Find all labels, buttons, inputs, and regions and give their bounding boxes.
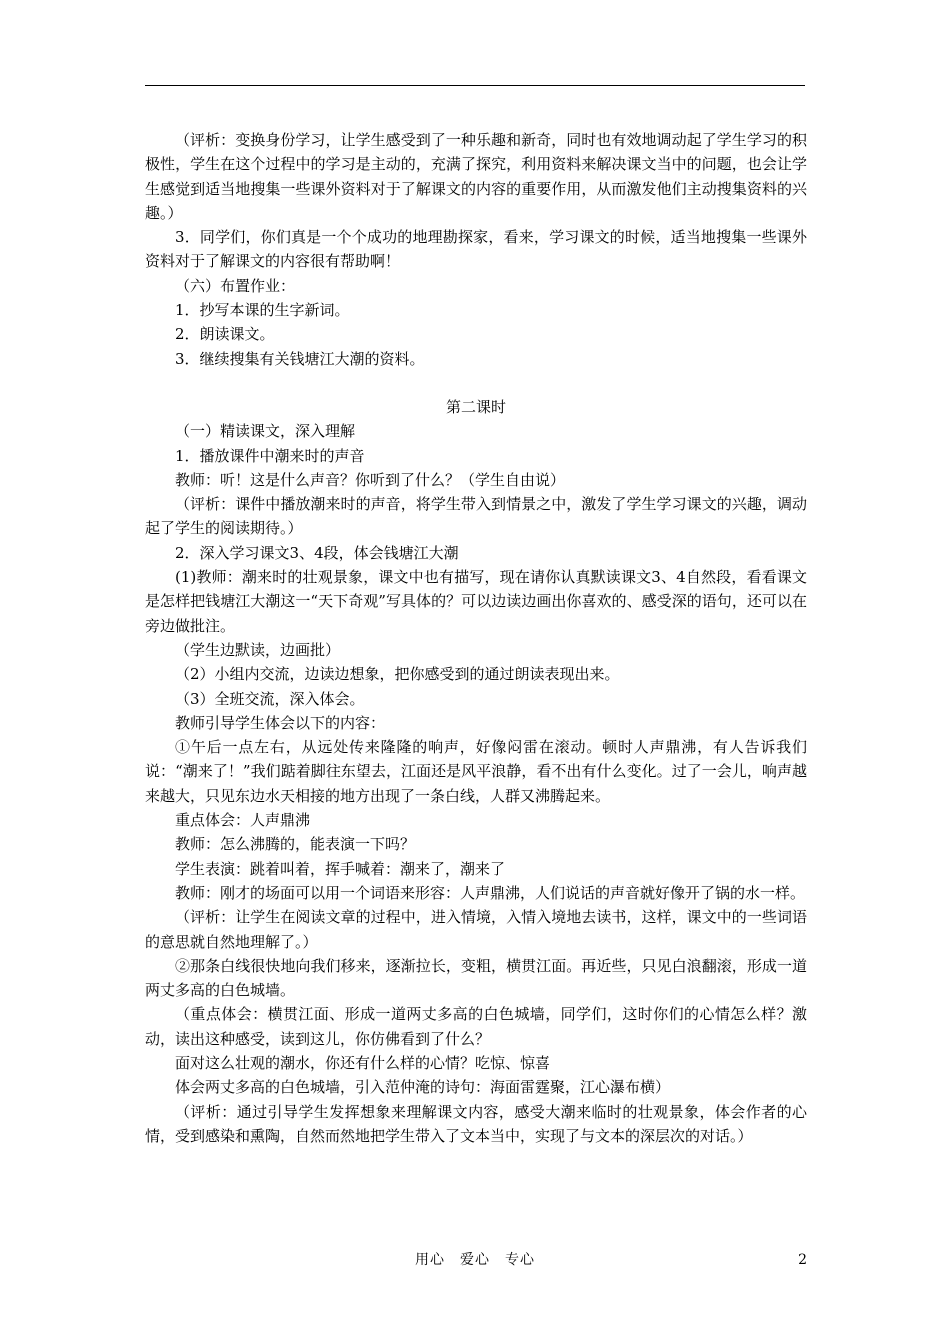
paragraph: （3）全班交流，深入体会。 — [175, 689, 365, 708]
header-rule — [145, 85, 805, 86]
section-gap — [145, 371, 807, 395]
paragraph: （学生边默读，边画批） — [175, 640, 341, 659]
paragraph: 学生表演：跳着叫着，挥手喊着：潮来了，潮来了 — [175, 859, 506, 878]
paragraph: （2）小组内交流，边读边想象，把你感受到的通过朗读表现出来。 — [175, 665, 620, 684]
paragraph: 1．抄写本课的生字新词。 — [175, 301, 350, 320]
paragraph: 1．播放课件中潮来时的声音 — [175, 446, 365, 465]
paragraph: (1)教师：潮来时的壮观景象，课文中也有描写，现在请你认真默读课文3、4自然段，看看课文是怎样把钱塘江大潮这一“天下奇观”写具体的？可以边读边画出你喜欢的、感受深的语句，还可以在旁边做批注。 — [145, 568, 807, 635]
paragraph: ①午后一点左右，从远处传来隆隆的响声，好像闷雷在滚动。顿时人声鼎沸，有人告诉我们说：“潮来了！”我们踮着脚往东望去，江面还是风平浪静，看不出有什么变化。过了一会儿，响声越来越大，只见东边水天相接的地方出现了一条白线，人群又沸腾起来。 — [145, 738, 807, 805]
paragraph: （一）精读课文，深入理解 — [175, 422, 356, 441]
paragraph: 教师：刚才的场面可以用一个词语来形容：人声鼎沸，人们说话的声音就好像开了锅的水一样。 — [175, 883, 806, 902]
paragraph: 教师：怎么沸腾的，能表演一下吗？ — [175, 835, 416, 854]
paragraph: 3．同学们，你们真是一个个成功的地理勘探家，看来，学习课文的时候，适当地搜集一些课外资料对于了解课文的内容很有帮助啊！ — [145, 228, 807, 271]
document-body — [145, 128, 807, 1148]
paragraph: 面对这么壮观的潮水，你还有什么样的心情？吃惊、惊喜 — [175, 1053, 551, 1072]
paragraph: （评析：让学生在阅读文章的过程中，进入情境，入情入境地去读书，这样，课文中的一些词语的意思就自然地理解了。） — [145, 908, 807, 951]
paragraph: 重点体会：人声鼎沸 — [175, 811, 311, 830]
paragraph: 2．朗读课文。 — [175, 325, 275, 344]
paragraph: （评析：课件中播放潮来时的声音，将学生带入到情景之中，激发了学生学习课文的兴趣，调动起了学生的阅读期待。） — [145, 495, 807, 538]
paragraph: 教师引导学生体会以下的内容： — [175, 713, 386, 732]
page-number: 2 — [798, 1252, 807, 1268]
section-heading: 第二课时 — [445, 397, 506, 416]
paragraph: （六）布置作业： — [175, 276, 296, 295]
paragraph: 2．深入学习课文3、4段，体会钱塘江大潮 — [175, 543, 459, 562]
paragraph: （评析：变换身份学习，让学生感受到了一种乐趣和新奇，同时也有效地调动起了学生学习的积极性，学生在这个过程中的学习是主动的，充满了探究，利用资料来解决课文当中的问题，也会让学生感觉到适当地搜集一些课外资料对于了解课文的内容的重要作用，从而激发他们主动搜集资料的兴趣。） — [145, 131, 807, 222]
footer-motto: 用心 爱心 专心 — [415, 1252, 535, 1268]
paragraph: 体会两丈多高的白色城墙，引入范仲淹的诗句：海面雷霆聚，江心瀑布横） — [175, 1078, 671, 1097]
paragraph: （评析：通过引导学生发挥想象来理解课文内容，感受大潮来临时的壮观景象，体会作者的心情，受到感染和熏陶，自然而然地把学生带入了文本当中，实现了与文本的深层次的对话。） — [145, 1102, 807, 1145]
paragraph: （重点体会：横贯江面、形成一道两丈多高的白色城墙，同学们，这时你们的心情怎么样？激动，读出这种感受，读到这儿，你仿佛看到了什么？ — [145, 1005, 807, 1048]
paragraph: ②那条白线很快地向我们移来，逐渐拉长，变粗，横贯江面。再近些，只见白浪翻滚，形成一道两丈多高的白色城墙。 — [145, 956, 807, 1000]
paragraph: 3．继续搜集有关钱塘江大潮的资料。 — [175, 349, 425, 368]
paragraph: 教师：听！这是什么声音？你听到了什么？（学生自由说） — [175, 470, 566, 489]
